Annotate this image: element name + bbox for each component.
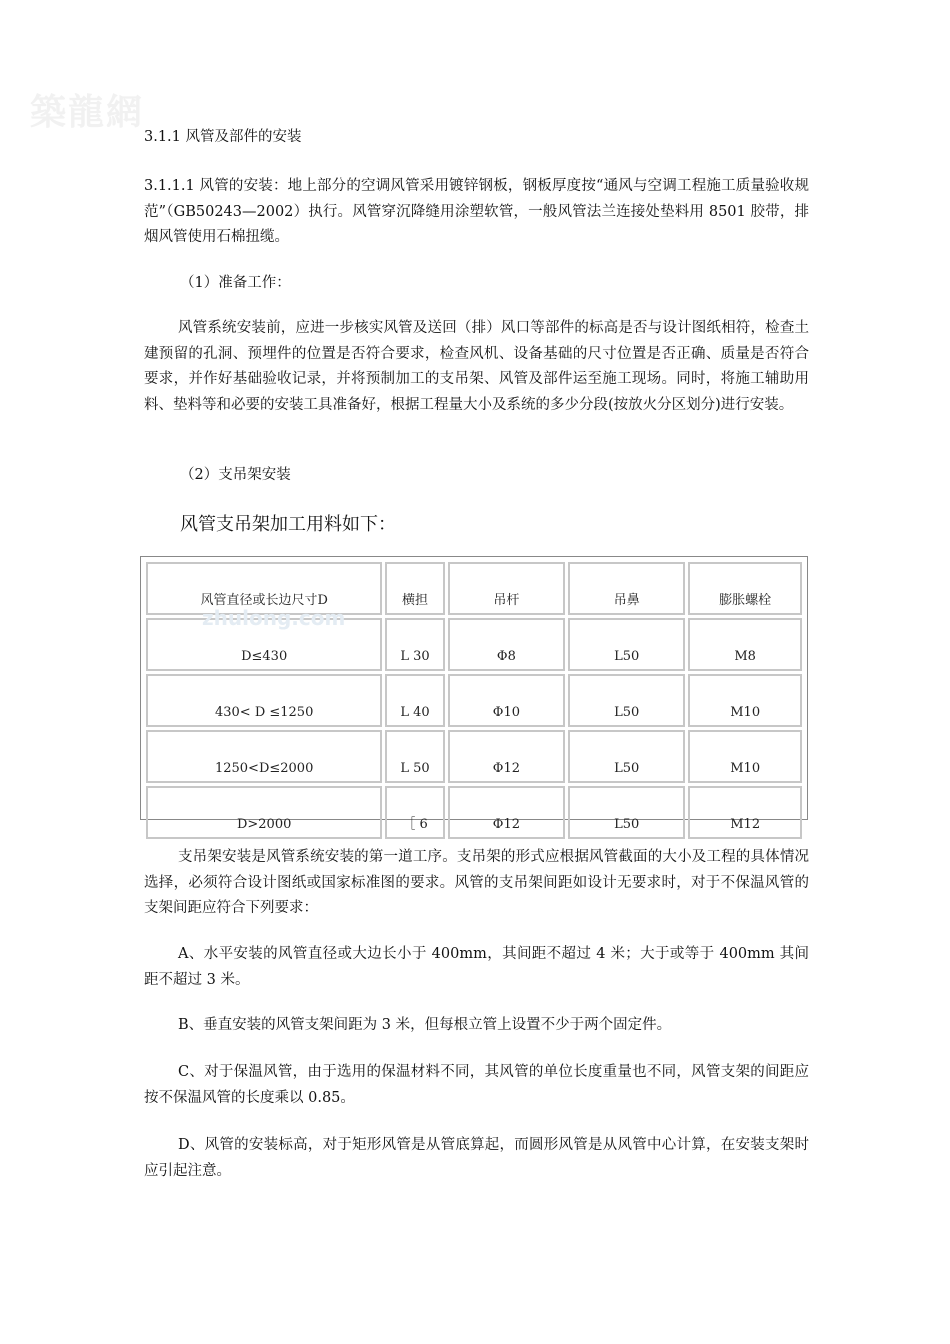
hanger-material-table (140, 556, 808, 832)
paragraph-preparation: 风管系统安装前，应进一步核实风管及送回（排）风口等部件的标高是否与设计图纸相符，检查土建预留的孔洞、预埋件的位置是否符合要求，检查风机、设备基础的尺寸位置是否正确、质量是否符合要求，并作好基础验收记录，并将预制加工的支吊架、风管及部件运至施工现场。同时，将施工辅助用料、垫料等和必要的安装工具准备好，根据工程量大小及系统的多少分段(按放火分区划分)进行安装。 (144, 320, 809, 413)
table-cell: L 50 (385, 730, 444, 783)
watermark-logo: 築龍網 (30, 91, 145, 133)
table-row (146, 730, 802, 783)
table-cell: 1250<D≤2000 (146, 730, 382, 783)
table-cell: L50 (568, 786, 685, 839)
table-cell: Φ12 (448, 786, 565, 839)
table-cell: ［ 6 (385, 786, 444, 839)
header-cell: 膨胀螺栓 (688, 562, 802, 615)
table-cell: L50 (568, 730, 685, 783)
table-cell: D≤430 (146, 618, 382, 671)
paragraph-duct-install: 3.1.1.1 风管的安装：地上部分的空调风管采用镀锌钢板，钢板厚度按“通风与空调工程施工质量验收规范”（GB50243—2002）执行。风管穿沉降缝用涂塑软管，一般风管法兰连接处垫料用 8501 胶带，排烟风管使用石棉扭缆。 (144, 178, 809, 245)
table-cell: D>2000 (146, 786, 382, 839)
table-cell: Φ10 (448, 674, 565, 727)
table-cell: 430< D ≤1250 (146, 674, 382, 727)
list-item-a: A、水平安装的风管直径或大边长小于 400mm，其间距不超过 4 米；大于或等于 400mm 其间距不超过 3 米。 (144, 946, 809, 988)
subheading-hangers: （2）支吊架安装 (180, 467, 291, 483)
table-cell: M12 (688, 786, 802, 839)
table-cell: Φ8 (448, 618, 565, 671)
table-row (146, 674, 802, 727)
table-cell: L50 (568, 674, 685, 727)
list-item-d: D、风管的安装标高，对于矩形风管是从管底算起，而圆形风管是从风管中心计算，在安装支架时应引起注意。 (144, 1137, 809, 1179)
table-cell: L50 (568, 618, 685, 671)
table-cell: M10 (688, 730, 802, 783)
section-heading: 3.1.1 风管及部件的安装 (144, 129, 302, 145)
table-cell: Φ12 (448, 730, 565, 783)
watermark-site: zhulong.com (202, 606, 346, 630)
header-cell: 吊鼻 (568, 562, 685, 615)
list-item-c: C、对于保温风管，由于选用的保温材料不同，其风管的单位长度重量也不同，风管支架的间距应按不保温风管的长度乘以 0.85。 (144, 1064, 809, 1106)
list-item-b: B、垂直安装的风管支架间距为 3 米，但每根立管上设置不少于两个固定件。 (178, 1017, 672, 1033)
table-cell: L 30 (385, 618, 444, 671)
header-cell: 吊杆 (448, 562, 565, 615)
table-cell: M10 (688, 674, 802, 727)
table-cell: M8 (688, 618, 802, 671)
table-cell: L 40 (385, 674, 444, 727)
table-row (146, 786, 802, 839)
header-cell: 横担 (385, 562, 444, 615)
table-caption: 风管支吊架加工用料如下： (180, 514, 396, 535)
header-cell: 风管直径或长边尺寸D (146, 562, 382, 615)
subheading-preparation: （1）准备工作： (180, 275, 291, 291)
paragraph-hanger-requirements: 支吊架安装是风管系统安装的第一道工序。支吊架的形式应根据风管截面的大小及工程的具体情况选择，必须符合设计图纸或国家标准图的要求。风管的支吊架间距如设计无要求时，对于不保温风管的支架间距应符合下列要求： (144, 849, 809, 916)
